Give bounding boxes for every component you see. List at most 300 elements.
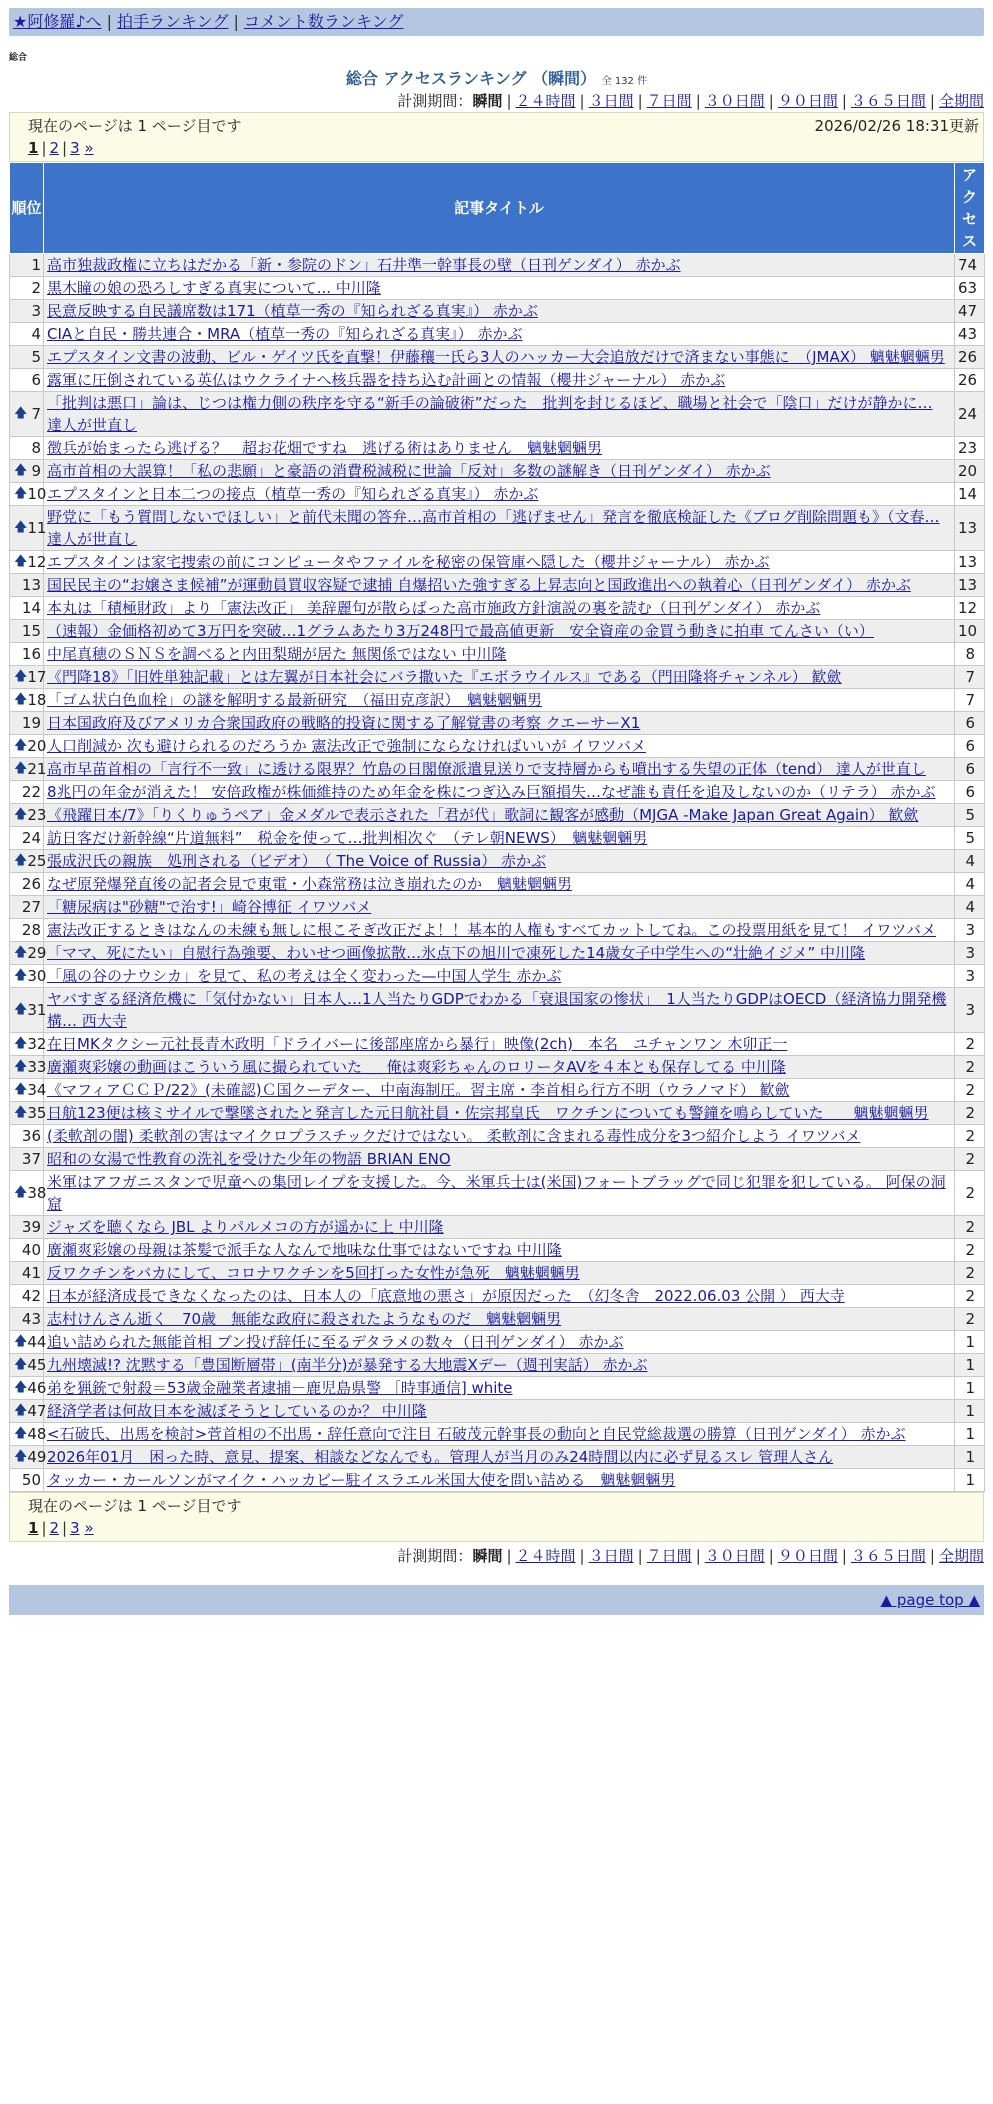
rank-number: 16 xyxy=(21,645,41,663)
table-row xyxy=(10,919,985,942)
table-row xyxy=(10,1469,985,1492)
rank-number: 48 xyxy=(27,1425,47,1443)
rank-cell xyxy=(10,620,44,643)
access-count: 1 xyxy=(955,1377,985,1400)
access-count: 8 xyxy=(955,643,985,666)
period-option[interactable]: ３０日間 xyxy=(704,1547,765,1565)
access-count: 6 xyxy=(955,758,985,781)
rank-number: 25 xyxy=(27,852,47,870)
title-cell xyxy=(44,574,955,597)
up-arrow-icon: 🡅 xyxy=(14,968,28,983)
rank-cell xyxy=(10,1400,47,1423)
table-row xyxy=(10,300,985,323)
access-count: 2 xyxy=(955,1308,985,1331)
title-cell xyxy=(44,1377,955,1400)
title-cell xyxy=(44,437,955,460)
article-link[interactable]: 訪日客だけ新幹線“片道無料” 税金を使って…批判相次ぐ （テレ朝NEWS） 魑魅魍魎男 xyxy=(47,829,648,847)
rank-cell xyxy=(10,827,44,850)
article-link[interactable]: ジャズを聴くなら JBL よりパルメコの方が遥かに上 中川隆 xyxy=(47,1218,444,1236)
page-next-link[interactable]: » xyxy=(84,139,94,157)
title-cell xyxy=(44,827,955,850)
table-row xyxy=(10,1102,985,1125)
rank-cell xyxy=(10,1056,47,1079)
rank-number: 50 xyxy=(21,1471,41,1489)
rank-number: 4 xyxy=(31,325,41,343)
ranking-title: 総合 アクセスランキング （瞬間） xyxy=(345,69,597,88)
rank-cell xyxy=(10,1148,44,1171)
access-count: 23 xyxy=(955,437,985,460)
table-row xyxy=(10,1354,985,1377)
rank-number: 21 xyxy=(27,760,47,778)
rank-number: 10 xyxy=(27,485,47,503)
rank-cell xyxy=(10,460,44,483)
title-cell xyxy=(44,1125,955,1148)
rank-number: 1 xyxy=(31,256,41,274)
page-current: 1 xyxy=(28,139,39,157)
period-label: 計測期間： xyxy=(397,92,473,110)
period-selector-bottom xyxy=(9,1545,984,1567)
title-cell xyxy=(44,1354,955,1377)
title-cell xyxy=(44,1331,955,1354)
title-cell xyxy=(44,965,955,988)
access-count: 5 xyxy=(955,827,985,850)
access-count: 13 xyxy=(955,506,985,551)
period-option[interactable]: ３６５日間 xyxy=(850,1547,926,1565)
rank-cell xyxy=(10,1171,47,1216)
title-cell xyxy=(44,1239,955,1262)
period-option[interactable]: ７日間 xyxy=(646,92,692,110)
article-link[interactable]: タッカー・カールソンがマイク・ハッカビー駐イスラエル米国大使を問い詰める 魑魅魍魎男 xyxy=(47,1471,676,1489)
rank-header: 順位 xyxy=(10,163,44,254)
table-row xyxy=(10,827,985,850)
access-header: アクセス xyxy=(955,163,985,254)
access-count: 2 xyxy=(955,1125,985,1148)
title-cell xyxy=(44,300,955,323)
table-row xyxy=(10,643,985,666)
table-row xyxy=(10,346,985,369)
up-arrow-icon: 🡅 xyxy=(14,1449,28,1464)
access-count: 2 xyxy=(955,1056,985,1079)
page-separator: | xyxy=(62,1519,68,1537)
rank-number: 33 xyxy=(27,1058,47,1076)
table-row xyxy=(10,804,985,827)
title-cell xyxy=(44,942,955,965)
table-row xyxy=(10,323,985,346)
rank-number: 2 xyxy=(31,279,41,297)
rank-cell xyxy=(10,437,44,460)
rank-number: 42 xyxy=(21,1287,41,1305)
table-row xyxy=(10,689,985,712)
rank-cell xyxy=(10,1239,44,1262)
article-link[interactable]: なぜ原発爆発直後の記者会見で東電・小森常務は泣き崩れたのか 魑魅魍魎男 xyxy=(47,875,573,893)
rank-number: 20 xyxy=(27,737,47,755)
title-cell xyxy=(44,254,955,277)
up-arrow-icon: 🡅 xyxy=(14,1403,28,1418)
title-cell xyxy=(44,1216,955,1239)
rank-cell xyxy=(10,965,47,988)
page-info-box-bottom xyxy=(9,1492,984,1542)
access-count: 47 xyxy=(955,300,985,323)
title-cell xyxy=(44,1056,955,1079)
rank-cell xyxy=(10,1308,44,1331)
article-link[interactable]: 追い詰められた無能首相 ブン投げ辞任に至るデタラメの数々（日刊ゲンダイ） 赤かぶ xyxy=(47,1333,624,1351)
article-link[interactable]: 「ゴム状白色血栓」の謎を解明する最新研究 （福田克彦訳） 魑魅魍魎男 xyxy=(47,691,543,709)
rank-number: 30 xyxy=(27,967,47,985)
period-option[interactable]: 全期間 xyxy=(938,1547,984,1565)
page-link[interactable]: 3 xyxy=(70,1519,80,1537)
article-link[interactable]: 日航123便は核ミサイルで撃墜されたと発言した元日航社員・佐宗邦皇氏 ワクチンについても警鐘を鳴らしていた 魑魅魍魎男 xyxy=(47,1104,929,1122)
table-row xyxy=(10,1331,985,1354)
rank-number: 34 xyxy=(27,1081,47,1099)
period-option-current: 瞬間 xyxy=(472,92,503,110)
rank-number: 38 xyxy=(27,1184,47,1202)
rank-cell xyxy=(10,896,44,919)
table-row xyxy=(10,1400,985,1423)
article-link[interactable]: (柔軟剤の闇) 柔軟剤の害はマイクロプラスチックだけではない。 柔軟剤に含まれる毒性成分を3つ紹介しよう イワツバメ xyxy=(47,1127,861,1145)
table-header-row xyxy=(10,163,985,254)
category-label: 総合 xyxy=(9,53,28,63)
rank-cell xyxy=(10,1125,44,1148)
table-row xyxy=(10,850,985,873)
rank-number: 36 xyxy=(21,1127,41,1145)
table-row xyxy=(10,1285,985,1308)
title-cell xyxy=(44,643,955,666)
table-row xyxy=(10,1148,985,1171)
rank-number: 45 xyxy=(27,1356,47,1374)
table-row xyxy=(10,1239,985,1262)
period-separator: | xyxy=(637,92,643,110)
article-link[interactable]: CIAと自民・勝共連合・MRA（植草一秀の『知られざる真実』） 赤かぶ xyxy=(47,325,523,343)
article-link[interactable]: 九州壊滅!? 沈黙する「豊国断層帯」(南半分)が暴発する大地震Xデー（週刊実話） 赤かぶ xyxy=(47,1356,648,1374)
rank-cell xyxy=(10,1033,47,1056)
access-count: 6 xyxy=(955,712,985,735)
period-option-current: 瞬間 xyxy=(472,1547,503,1565)
table-row xyxy=(10,437,985,460)
period-option[interactable]: ３６５日間 xyxy=(850,92,926,110)
access-count: 20 xyxy=(955,460,985,483)
up-arrow-icon: 🡅 xyxy=(14,1380,28,1395)
page-link[interactable]: 3 xyxy=(70,139,80,157)
rank-cell xyxy=(10,689,47,712)
access-count: 4 xyxy=(955,873,985,896)
period-option[interactable]: ３日間 xyxy=(588,1547,634,1565)
rank-cell xyxy=(10,277,44,300)
title-cell xyxy=(44,1469,955,1492)
up-arrow-icon: 🡅 xyxy=(14,738,28,753)
rank-number: 46 xyxy=(27,1379,47,1397)
up-arrow-icon: 🡅 xyxy=(14,1059,28,1074)
access-count: 2 xyxy=(955,1239,985,1262)
period-separator: | xyxy=(768,1547,774,1565)
title-cell xyxy=(44,620,955,643)
rank-cell xyxy=(10,1285,44,1308)
article-link[interactable]: <石破氏、出馬を検討>菅首相の不出馬・辞任意向で注目 石破茂元幹事長の動向と自民党総裁選の勝算（日刊ゲンダイ） 赤かぶ xyxy=(47,1425,906,1443)
pagination xyxy=(28,139,969,157)
article-link[interactable]: 8兆円の年金が消えた！ 安倍政権が株価維持のため年金を株につぎ込み巨額損失…なぜ誰も責任を追及しないのか（リテラ） 赤かぶ xyxy=(47,783,936,801)
table-row xyxy=(10,1079,985,1102)
article-link[interactable]: 廣瀬爽彩嬢の母親は茶髪で派手な人なんで地味な仕事ではないですね 中川隆 xyxy=(47,1241,562,1259)
rank-cell xyxy=(10,781,44,804)
rank-cell xyxy=(10,1216,44,1239)
table-row xyxy=(10,1262,985,1285)
access-count: 43 xyxy=(955,323,985,346)
article-link[interactable]: エプスタイン文書の波動、ビル・ゲイツ氏を直撃！伊藤穰一氏ら3人のハッカー大会追放だけで済まない事態に （JMAX） 魑魅魍魎男 xyxy=(47,348,945,366)
rank-number: 3 xyxy=(31,302,41,320)
article-link[interactable]: 経済学者は何故日本を滅ぼそうとしているのか？ 中川隆 xyxy=(47,1402,427,1420)
article-link[interactable]: 高市独裁政権に立ちはだかる「新・参院のドン」石井準一幹事長の壁（日刊ゲンダイ） 赤かぶ xyxy=(47,256,681,274)
title-cell xyxy=(44,781,955,804)
period-option[interactable]: ２４時間 xyxy=(515,1547,576,1565)
rank-number: 28 xyxy=(21,921,41,939)
article-link[interactable]: 憲法改正するときはなんの未練も無しに根こそぎ改正だよ！！基本的人権もすべてカットしてね。この投票用紙を見て！ イワツバメ xyxy=(47,921,937,939)
table-row xyxy=(10,942,985,965)
period-separator: | xyxy=(929,92,935,110)
article-link[interactable]: 人口削減か 次も避けられるのだろうか 憲法改正で強制にならなければいいが イワツバメ xyxy=(47,737,647,755)
rank-cell xyxy=(10,506,47,551)
period-option[interactable]: ７日間 xyxy=(646,1547,692,1565)
title-cell xyxy=(44,346,955,369)
page-link[interactable]: 2 xyxy=(49,139,60,157)
clap-ranking-link[interactable]: 拍手ランキング xyxy=(116,12,229,31)
up-arrow-icon: 🡅 xyxy=(14,1185,28,1200)
period-separator: | xyxy=(841,1547,847,1565)
access-count: 3 xyxy=(955,965,985,988)
period-option[interactable]: 全期間 xyxy=(938,92,984,110)
article-link[interactable]: エプスタインと日本二つの接点（植草一秀の『知られざる真実』） 赤かぶ xyxy=(47,485,539,503)
rank-cell xyxy=(10,1079,47,1102)
article-link[interactable]: 志村けんさん逝く 70歳 無能な政府に殺されたようなものだ 魑魅魍魎男 xyxy=(47,1310,562,1328)
rank-cell xyxy=(10,597,44,620)
rank-cell xyxy=(10,323,44,346)
article-link[interactable]: 露軍に圧倒されている英仏はウクライナへ核兵器を持ち込む計画との情報（櫻井ジャーナル） 赤かぶ xyxy=(47,371,726,389)
article-link[interactable]: 張成沢氏の親族 処刑される（ビデオ） （ The Voice of Russia） 赤かぶ xyxy=(47,852,547,870)
article-link[interactable]: 「批判は悪口」論は、じつは権力側の秩序を守る“新手の論破術”だった 批判を封じるほど、職場と社会で「陰口」だけが静かに… 達人が世直し xyxy=(47,394,933,434)
rank-cell xyxy=(10,942,47,965)
article-link[interactable]: 在日MKタクシー元社長青木政明「ドライバーに後部座席から暴行」映像(2ch) 本名 ユチャンワン 木卯正一 xyxy=(47,1035,788,1053)
access-count: 12 xyxy=(955,597,985,620)
table-row xyxy=(10,460,985,483)
rank-number: 32 xyxy=(27,1035,47,1053)
title-cell xyxy=(44,988,955,1033)
title-cell xyxy=(44,850,955,873)
article-link[interactable]: 米軍はアフガニスタンで児童への集団レイプを支援した。今、米軍兵士は(米国)フォートブラッグで同じ犯罪を犯している。 阿保の洞窟 xyxy=(47,1173,946,1213)
table-row xyxy=(10,574,985,597)
article-link[interactable]: （速報）金価格初めて3万円を突破…1グラムあたり3万248円で最高値更新 安全資産の金買う動きに拍車 てんさい（い） xyxy=(47,622,874,640)
article-link[interactable]: 徴兵が始まったら逃げる？ 超お花畑ですね 逃げる術はありません 魑魅魍魎男 xyxy=(47,439,603,457)
rank-number: 14 xyxy=(21,599,41,617)
table-row xyxy=(10,1056,985,1079)
rank-number: 40 xyxy=(21,1241,41,1259)
page-separator: | xyxy=(62,139,68,157)
table-row xyxy=(10,620,985,643)
access-count: 7 xyxy=(955,666,985,689)
article-link[interactable]: エプスタインは家宅捜索の前にコンピュータやファイルを秘密の保管庫へ隠した（櫻井ジャーナル） 赤かぶ xyxy=(47,553,770,571)
current-page-text: 現在のページは 1 ページ目です xyxy=(28,117,242,135)
period-option[interactable]: ３０日間 xyxy=(704,92,765,110)
home-link[interactable]: ★阿修羅♪へ xyxy=(13,12,102,31)
rank-number: 5 xyxy=(31,348,41,366)
rank-cell xyxy=(10,346,44,369)
table-row xyxy=(10,1033,985,1056)
title-cell xyxy=(44,896,955,919)
access-count: 10 xyxy=(955,620,985,643)
period-option[interactable]: ２４時間 xyxy=(515,92,576,110)
article-link[interactable]: 《飛躍日本/7》「りくりゅうペア」金メダルで表示された「君が代」歌詞に観客が感動（MJGA -Make Japan Great Again） 歓歛 xyxy=(47,806,919,824)
table-row xyxy=(10,1216,985,1239)
article-link[interactable]: 高市早苗首相の「言行不一致」に透ける限界？竹島の日閣僚派遣見送りで支持層からも噴出する失望の正体（tend） 達人が世直し xyxy=(47,760,926,778)
article-link[interactable]: 「風の谷のナウシカ」を見て、私の考えは全く変わった—中国人学生 赤かぶ xyxy=(47,967,562,985)
rank-cell xyxy=(10,392,44,437)
table-row xyxy=(10,735,985,758)
table-row xyxy=(10,666,985,689)
article-link[interactable]: 昭和の女湯で性教育の洗礼を受けた少年の物語 BRIAN ENO xyxy=(47,1150,451,1168)
rank-cell xyxy=(10,919,44,942)
article-link[interactable]: 反ワクチンをバカにして、コロナワクチンを5回打った女性が急死 魑魅魍魎男 xyxy=(47,1264,580,1282)
page-separator: | xyxy=(41,1519,47,1537)
rank-number: 39 xyxy=(21,1218,41,1236)
period-option[interactable]: ３日間 xyxy=(588,92,634,110)
rank-cell xyxy=(10,666,47,689)
up-arrow-icon: 🡅 xyxy=(14,554,28,569)
ranking-table xyxy=(9,162,985,1492)
table-row xyxy=(10,965,985,988)
nav-separator: | xyxy=(233,12,239,31)
period-option[interactable]: ９０日間 xyxy=(777,92,838,110)
article-link[interactable]: 日本国政府及びアメリカ合衆国政府の戦略的投資に関する了解覚書の考察 クエーサーX1 xyxy=(47,714,641,732)
article-link[interactable]: 野党に「もう質問しないでほしい」と前代未聞の答弁…高市首相の「逃げません」発言を徹底検証した《ブログ削除問題も》（文春… 達人が世直し xyxy=(47,508,940,548)
table-row xyxy=(10,712,985,735)
rank-number: 18 xyxy=(27,691,47,709)
table-row xyxy=(10,277,985,300)
rank-number: 22 xyxy=(21,783,41,801)
access-count: 2 xyxy=(955,1216,985,1239)
title-cell xyxy=(44,1308,955,1331)
rank-cell xyxy=(10,850,47,873)
title-cell xyxy=(44,712,955,735)
rank-number: 26 xyxy=(21,875,41,893)
rank-cell xyxy=(10,988,47,1033)
up-arrow-icon: 🡅 xyxy=(14,1036,28,1051)
period-separator: | xyxy=(637,1547,643,1565)
up-arrow-icon: 🡅 xyxy=(14,486,28,501)
article-link[interactable]: 廣瀬爽彩嬢の動画はこういう風に撮られていた ＿ 俺は爽彩ちゃんのロリータAVを４本とも保存してる 中川隆 xyxy=(47,1058,786,1076)
updated-timestamp: 2026/02/26 18:31更新 xyxy=(814,117,979,135)
up-arrow-icon: 🡅 xyxy=(14,406,28,421)
rank-cell xyxy=(10,873,44,896)
access-count: 13 xyxy=(955,551,985,574)
table-row xyxy=(10,506,985,551)
article-link[interactable]: 国民民主の“お嬢さま候補”が運動員買収容疑で逮捕 自爆招いた強すぎる上昇志向と国政進出への執着心（日刊ゲンダイ） 赤かぶ xyxy=(47,576,911,594)
rank-cell xyxy=(10,712,44,735)
rank-cell xyxy=(10,369,44,392)
rank-cell xyxy=(10,1331,47,1354)
article-link[interactable]: 日本が経済成長できなくなったのは、日本人の「底意地の悪さ」が原因だった （幻冬舎 2022.06.03 公開 ） 西大寺 xyxy=(47,1287,845,1305)
table-row xyxy=(10,1125,985,1148)
access-count: 2 xyxy=(955,1079,985,1102)
page-top-link[interactable]: ▲ page top ▲ xyxy=(880,1591,980,1609)
rank-number: 11 xyxy=(27,519,47,537)
access-count: 26 xyxy=(955,369,985,392)
rank-cell xyxy=(10,483,47,506)
article-link[interactable]: 中尾真穂のＳＮＳを調べると内田梨瑚が居た 無関係ではない 中川隆 xyxy=(47,645,507,663)
access-count: 1 xyxy=(955,1469,985,1492)
article-link[interactable]: 《門降18》「旧姓単独記載」とは左翼が日本社会にバラ撒いた『エボラウイルス』である（門田隆将チャンネル） 歓歛 xyxy=(47,668,842,686)
article-link[interactable]: 「糖尿病は"砂糖"で治す!」崎谷博征 イワツバメ xyxy=(47,898,372,916)
rank-number: 31 xyxy=(27,1001,47,1019)
title-cell xyxy=(44,919,955,942)
period-separator: | xyxy=(695,92,701,110)
period-option[interactable]: ９０日間 xyxy=(777,1547,838,1565)
article-link[interactable]: 本丸は「積極財政」より「憲法改正」 美辞麗句が散らばった高市施政方針演説の裏を読む（日刊ゲンダイ） 赤かぶ xyxy=(47,599,821,617)
title-cell xyxy=(44,1171,955,1216)
title-cell xyxy=(44,551,955,574)
article-link[interactable]: 民意反映する自民議席数は171（植草一秀の『知られざる真実』） 赤かぶ xyxy=(47,302,538,320)
rank-number: 43 xyxy=(21,1310,41,1328)
table-row xyxy=(10,758,985,781)
access-count: 2 xyxy=(955,1171,985,1216)
title-cell xyxy=(44,758,955,781)
table-row xyxy=(10,254,985,277)
access-count: 1 xyxy=(955,1331,985,1354)
up-arrow-icon: 🡅 xyxy=(14,945,28,960)
page-next-link[interactable]: » xyxy=(84,1519,94,1537)
rank-cell xyxy=(10,643,44,666)
article-link[interactable]: 弟を猟銃で射殺＝53歳金融業者逮捕－鹿児島県警 ［時事通信] white xyxy=(47,1379,513,1397)
table-row xyxy=(10,392,985,437)
up-arrow-icon: 🡅 xyxy=(14,1334,28,1349)
table-row xyxy=(10,988,985,1033)
period-separator: | xyxy=(841,92,847,110)
rank-number: 17 xyxy=(27,668,47,686)
article-link[interactable]: 2026年01月 困った時、意見、提案、相談などなんでも。管理人が当月のみ24時間以内に必ず見るスレ 管理人さん xyxy=(47,1448,834,1466)
up-arrow-icon: 🡅 xyxy=(14,1357,28,1372)
access-count: 63 xyxy=(955,277,985,300)
article-link[interactable]: 《マフィアＣＣＰ/22》(未確認)Ｃ国クーデター、中南海制圧。習主席・李首相ら行方不明（ウラノマド） 歓歛 xyxy=(47,1081,790,1099)
period-separator: | xyxy=(579,92,585,110)
rank-cell xyxy=(10,758,47,781)
access-count: 2 xyxy=(955,1262,985,1285)
ranking-table-body xyxy=(10,254,985,1492)
article-link[interactable]: 「ママ、死にたい」自慰行為強要、わいせつ画像拡散…氷点下の旭川で凍死した14歳女子中学生への“壮絶イジメ” 中川隆 xyxy=(47,944,866,962)
page-info-box xyxy=(9,112,984,162)
article-link[interactable]: 黒木瞳の娘の恐ろしすぎる真実について... 中川隆 xyxy=(47,279,381,297)
article-link[interactable]: ヤバすぎる経済危機に「気付かない」日本人…1人当たりGDPでわかる「衰退国家の惨状」 1人当たりGDPはOECD（経済協力開発機構… 西大寺 xyxy=(47,990,947,1030)
rank-number: 24 xyxy=(21,829,41,847)
table-row xyxy=(10,1423,985,1446)
up-arrow-icon: 🡅 xyxy=(14,1082,28,1097)
article-link[interactable]: 高市首相の大誤算！「私の悲願」と豪語の消費税減税に世論「反対」多数の謎解き（日刊ゲンダイ） 赤かぶ xyxy=(47,462,771,480)
access-count: 3 xyxy=(955,988,985,1033)
up-arrow-icon: 🡅 xyxy=(14,520,28,535)
period-separator: | xyxy=(579,1547,585,1565)
page-title xyxy=(9,68,984,90)
page-separator: | xyxy=(41,139,47,157)
total-count: 全 132 件 xyxy=(601,76,648,87)
period-separator: | xyxy=(768,92,774,110)
access-count: 4 xyxy=(955,850,985,873)
comment-ranking-link[interactable]: コメント数ランキング xyxy=(243,12,404,31)
table-row xyxy=(10,1171,985,1216)
rank-cell xyxy=(10,1377,47,1400)
table-row xyxy=(10,369,985,392)
title-cell xyxy=(44,1285,955,1308)
access-count: 6 xyxy=(955,781,985,804)
access-count: 2 xyxy=(955,1102,985,1125)
page-link[interactable]: 2 xyxy=(49,1519,60,1537)
access-count: 14 xyxy=(955,483,985,506)
title-cell xyxy=(44,506,955,551)
up-arrow-icon: 🡅 xyxy=(14,853,28,868)
